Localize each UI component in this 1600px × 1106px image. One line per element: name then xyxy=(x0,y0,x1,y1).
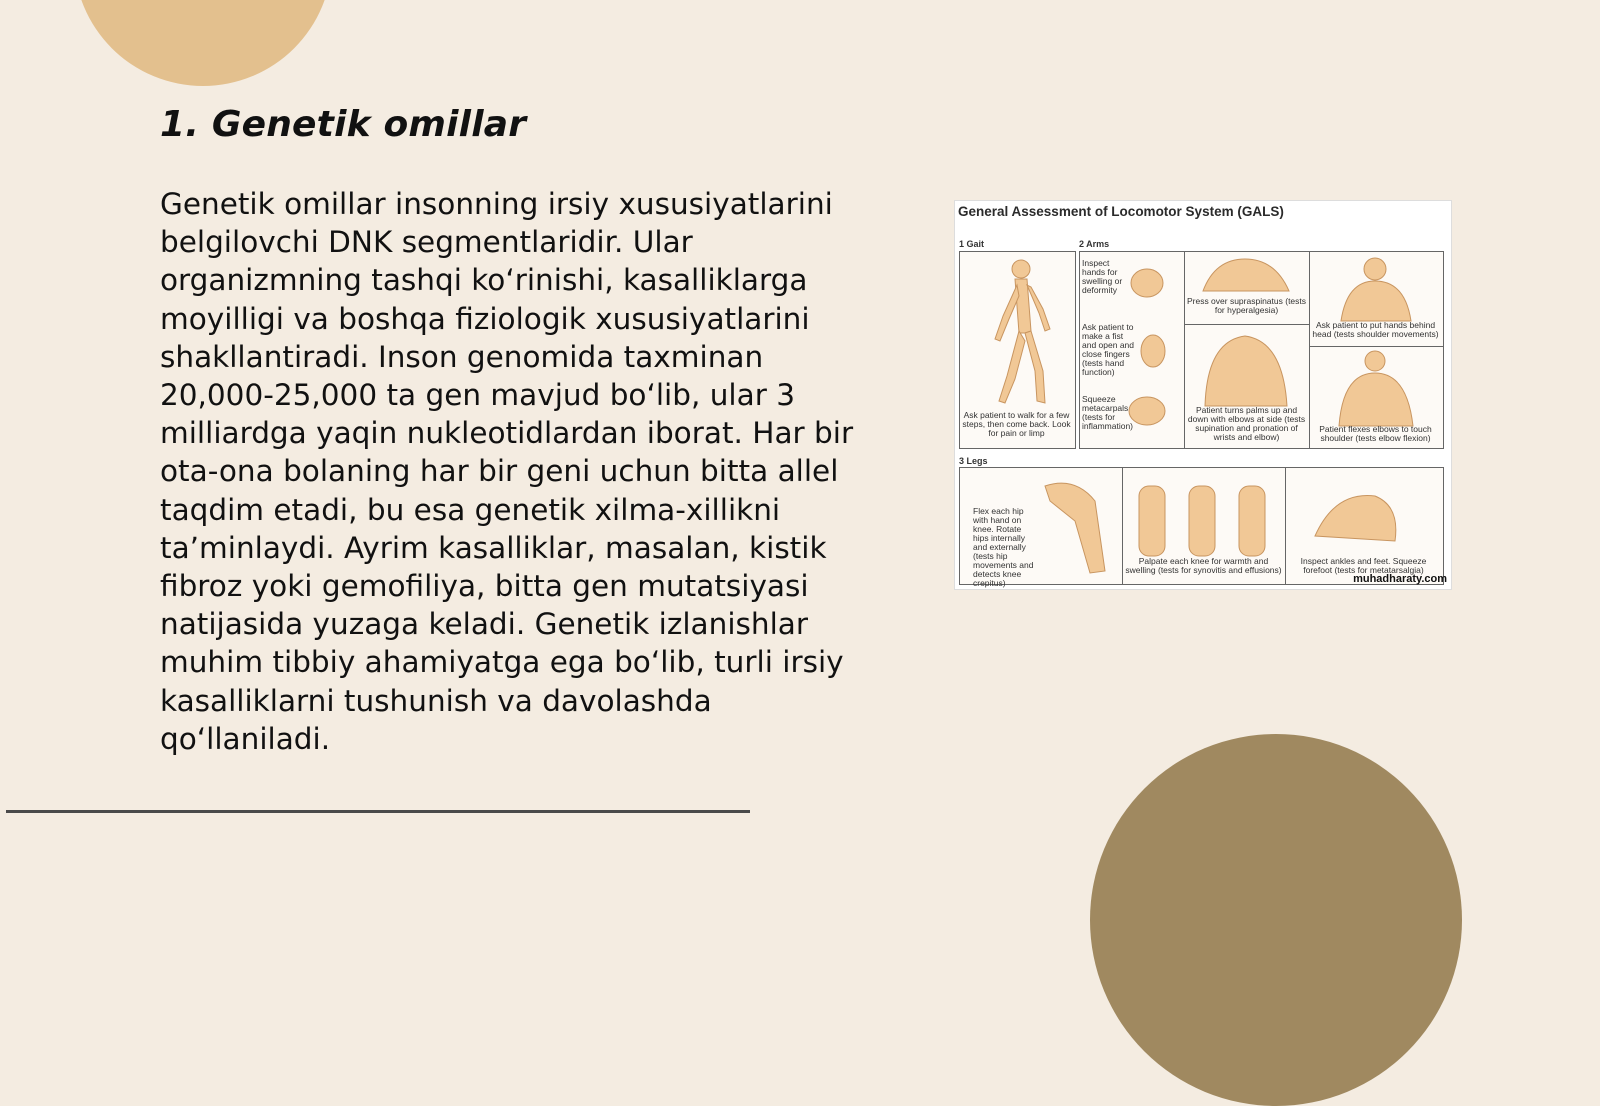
torso-press xyxy=(1203,259,1289,291)
torso-palms xyxy=(1205,336,1287,406)
torso-elbows xyxy=(1339,373,1413,426)
knee-1 xyxy=(1139,486,1165,556)
knee-2 xyxy=(1189,486,1215,556)
gals-figure xyxy=(954,200,1452,590)
walker-leg-front xyxy=(1025,331,1045,403)
hand-fist xyxy=(1141,335,1165,367)
slide-title: 1. Genetik omillar xyxy=(160,104,527,145)
slide-body-text: Genetik omillar insonning irsiy xususiyatlarini belgilovchi DNK segmentlaridir. Ular organizmning tashqi ko‘rinishi, kasalliklarga moyilligi va boshqa fiziologik xususiyatlarini shakllantiradi. Inson genomida taxminan 20,000-25,000 ta gen mavjud bo‘lib, ular 3 milliardga yaqin nukleotidlardan iborat. Har bir ota-ona bolaning har bir geni uchun bitta allel taqdim etadi, bu esa genetik xilma-xillikni ta’minlaydi. Ayrim kasalliklar, masalan, kistik fibroz yoki gemofiliya, bitta gen mutatsiyasi natijasida yuzaga keladi. Genetik izlanishlar muhim tibbiy ahamiyatga ega bo‘lib, turli irsiy kasalliklarni tushunish va davolashda qo‘llaniladi. xyxy=(160,187,854,756)
decorative-circle-top xyxy=(74,0,332,86)
decorative-circle-bottom xyxy=(1090,734,1462,1106)
walker-leg-back xyxy=(999,331,1025,403)
knee-3 xyxy=(1239,486,1265,556)
caption-gait: Ask patient to walk for a few steps, then come back. Look for pain or limp xyxy=(962,410,1071,438)
head-hands-behind xyxy=(1364,258,1386,280)
divider-line xyxy=(6,810,750,813)
foot xyxy=(1315,496,1396,542)
section-label-arms: 2 Arms xyxy=(1079,239,1110,249)
leg-hip xyxy=(1045,483,1105,573)
head-elbows xyxy=(1365,351,1385,371)
caption-legs-ankle: Inspect ankles and feet. Squeeze forefoot (tests for metatarsalgia) xyxy=(1300,556,1427,575)
caption-arms-elbows: Patient flexes elbows to touch shoulder (tests elbow flexion) xyxy=(1319,424,1432,443)
watermark: muhadharaty.com xyxy=(1353,573,1447,585)
walker-head xyxy=(1012,260,1030,278)
caption-arms-palms: Patient turns palms up and down with elbows at side (tests supination and pronation of wrists and elbow) xyxy=(1187,405,1306,442)
caption-legs-knee: Palpate each knee for warmth and swelling (tests for synovitis and effusions) xyxy=(1125,556,1282,575)
torso-hands-behind xyxy=(1341,281,1411,321)
caption-arms-hands-head: Ask patient to put hands behind head (tests shoulder movements) xyxy=(1312,320,1439,339)
hand-inspect xyxy=(1131,269,1163,297)
caption-legs-hip: Flex each hip with hand on knee. Rotate hips internally and externally (tests hip movements and detects knee crepitus) xyxy=(973,506,1034,588)
caption-arms-fist: Ask patient to make a fist and open and close fingers (tests hand function) xyxy=(1082,322,1134,377)
caption-arms-press: Press over supraspinatus (tests for hyperalgesia) xyxy=(1186,296,1307,315)
figure-title: General Assessment of Locomotor System (GALS) xyxy=(958,204,1284,219)
caption-arms-squeeze: Squeeze metacarpals (tests for inflammation) xyxy=(1082,394,1134,431)
caption-arms-inspect: Inspect hands for swelling or deformity xyxy=(1082,258,1123,295)
section-label-gait: 1 Gait xyxy=(959,239,985,249)
walker-arm-back xyxy=(995,285,1019,341)
section-label-legs: 3 Legs xyxy=(959,456,988,466)
